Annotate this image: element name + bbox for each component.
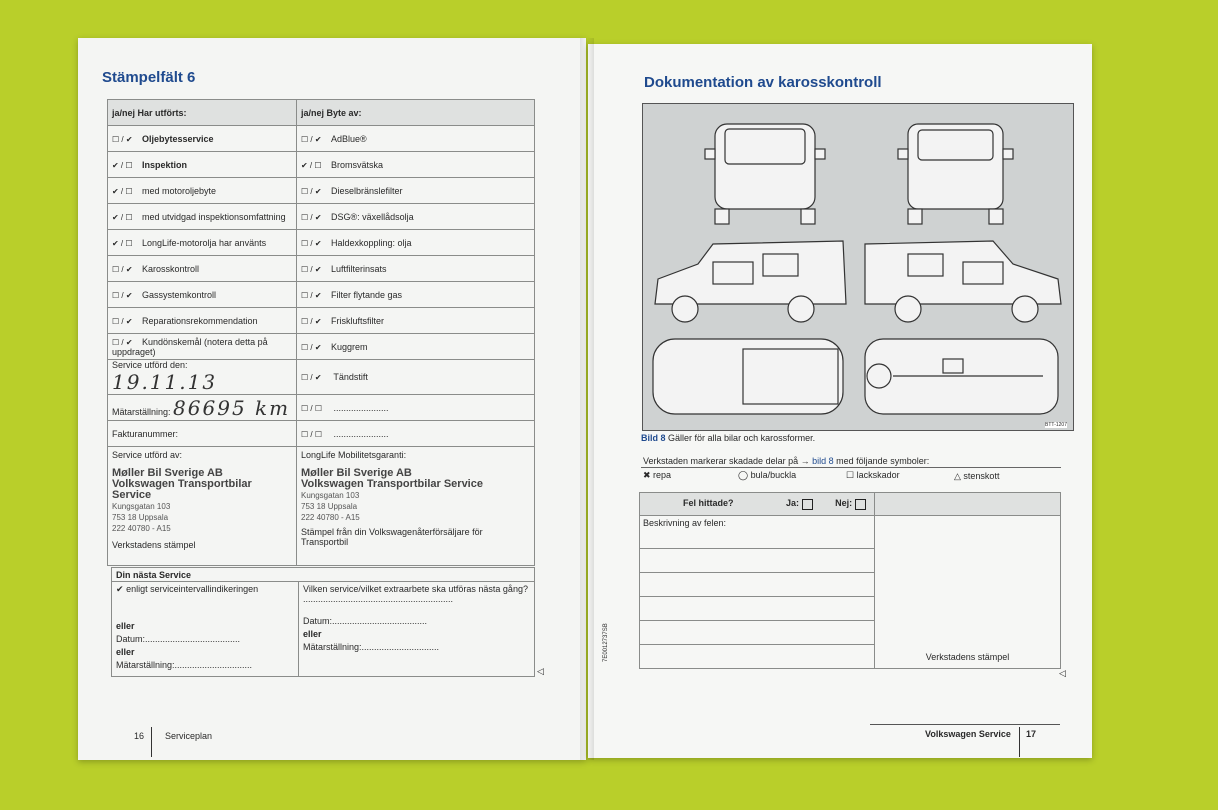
replaced-cell [297, 256, 535, 282]
symbol-dent: ◯ bula/buckla [738, 470, 797, 480]
col-header-performed: ja/nej Har utförts: [108, 100, 297, 126]
page-number-left: 16 [134, 731, 145, 741]
replaced-label: DSG®: växellådsolja [331, 211, 414, 222]
performed-cell [108, 126, 297, 152]
performed-label: med motoroljebyte [142, 185, 217, 196]
replaced-cell [297, 230, 535, 256]
empty-check: ☐ / ☐ [301, 429, 323, 439]
stamp-company: Volkswagen Transportbilar Service [301, 478, 483, 490]
service-date-cell [108, 360, 297, 395]
description-line[interactable] [640, 549, 875, 573]
performed-label: Kundönskemål (notera detta på uppdraget) [112, 336, 268, 357]
figure-caption [641, 433, 815, 443]
symbol-stonechip: △ stenskott [954, 471, 1000, 481]
or-label: eller [116, 647, 135, 657]
replaced-cell [297, 204, 535, 230]
next-question: Vilken service/vilket extraarbete ska utföras nästa gång? [303, 584, 528, 594]
replaced-cell [297, 334, 535, 360]
performed-cell [108, 308, 297, 334]
tandstift-check: ☐ / ✔ [301, 373, 322, 382]
replaced-label: Kuggrem [331, 341, 368, 352]
stamp-name: Møller Bil Sverige AB [301, 467, 412, 479]
replaced-checkbox[interactable]: ✔ / ☐ [301, 160, 322, 170]
replaced-label: Haldexkoppling: olja [331, 237, 412, 248]
mileage-label: Mätarställning: [112, 406, 171, 417]
workshop-stamp-cell [875, 516, 1061, 669]
or-label: eller [116, 621, 135, 631]
performed-checkbox[interactable]: ✔ / ☐ [112, 160, 133, 170]
dealer-stamp [112, 468, 292, 534]
footer-divider [151, 727, 152, 757]
replaced-cell [297, 178, 535, 204]
replaced-checkbox[interactable]: ☐ / ✔ [301, 238, 322, 248]
caption-label: Bild 8 [641, 433, 666, 443]
replaced-cell [297, 282, 535, 308]
longlife-cell [297, 447, 535, 566]
performed-label: Oljebytesservice [142, 133, 214, 144]
page-title-right: Dokumentation av karosskontroll [644, 74, 882, 91]
replaced-label: Friskluftsfilter [331, 315, 385, 326]
mileage-handwritten: 86695 km [173, 395, 291, 420]
stamp-name: Møller Bil Sverige AB [112, 467, 223, 479]
yes-checkbox[interactable] [802, 499, 813, 510]
replaced-checkbox[interactable]: ☐ / ✔ [301, 342, 322, 352]
instruction-text: Verkstaden markerar skadade delar på [643, 456, 799, 466]
performed-checkbox[interactable]: ✔ / ☐ [112, 186, 133, 196]
faults-found-cell [640, 493, 875, 516]
description-label: Beskrivning av felen: [640, 516, 875, 549]
workshop-stamp-label-right: Verkstadens stämpel [925, 652, 1010, 662]
checklist-row [108, 256, 535, 282]
replaced-label: Luftfilterinsats [331, 263, 387, 274]
fault-table [639, 492, 1061, 669]
performed-cell [108, 282, 297, 308]
divider [641, 467, 1061, 468]
mileage-line: Mätarställning:............................... [303, 642, 440, 652]
symbol-paint: ☐ lackskador [846, 470, 900, 480]
performed-label: Karosskontroll [142, 263, 200, 274]
service-stamp-table [107, 99, 535, 566]
service-date-handwritten: 19.11.13 [112, 370, 218, 394]
performed-checkbox[interactable]: ☐ / ✔ [112, 290, 133, 300]
or-label: eller [303, 629, 322, 639]
footer-line [870, 724, 1060, 725]
replaced-label: Filter flytande gas [331, 289, 403, 300]
next-dots: ............................................................ [303, 594, 454, 604]
next-interval: enligt serviceintervallindikeringen [126, 584, 259, 594]
book-spine [580, 38, 594, 760]
performed-label: med utvidgad inspektionsomfattning [142, 211, 286, 222]
dots: ...................... [333, 428, 389, 439]
performed-checkbox[interactable]: ☐ / ✔ [112, 134, 133, 144]
vehicle-diagram [642, 103, 1074, 431]
replaced-label: Dieselbränslefilter [331, 185, 403, 196]
next-service-right [299, 582, 535, 677]
description-line[interactable] [640, 573, 875, 597]
performed-label: Reparationsrekommendation [142, 315, 258, 326]
stamp-city: 753 18 Uppsala [112, 513, 169, 522]
performed-label: LongLife-motorolja har använts [142, 237, 267, 248]
replaced-checkbox[interactable]: ☐ / ✔ [301, 186, 322, 196]
checklist-row [108, 152, 535, 178]
arrow-icon: → [800, 456, 810, 466]
triangle-marker-right: ◁ [1059, 668, 1066, 678]
page-label-left: Serviceplan [165, 731, 213, 741]
yes-label: Ja: [786, 498, 800, 509]
faults-found-label: Fel hittade? [683, 498, 734, 509]
checklist-row [108, 126, 535, 152]
replaced-checkbox[interactable]: ☐ / ✔ [301, 316, 322, 326]
checklist-row [108, 204, 535, 230]
next-service-title: Din nästa Service [112, 568, 535, 582]
checklist-row [108, 178, 535, 204]
performed-cell [108, 256, 297, 282]
service-by-cell [108, 447, 297, 566]
checklist-row [108, 230, 535, 256]
description-line[interactable] [640, 597, 875, 621]
symbol-scratch: ✖ repa [643, 470, 672, 480]
figure-code: BTT-1207 [1045, 422, 1067, 428]
stamp-street: Kungsgatan 103 [112, 502, 171, 511]
stamp-code: 222 40780 - A15 [112, 524, 171, 533]
page-title-left: Stämpelfält 6 [102, 69, 196, 86]
date-line: Datum:...................................... [303, 616, 428, 626]
performed-label: Gassystemkontroll [142, 289, 217, 300]
next-service-left [112, 582, 299, 677]
brand-label: Volkswagen Service [925, 729, 1011, 739]
footer-divider-right [1019, 727, 1020, 757]
performed-cell [108, 178, 297, 204]
checklist-row [108, 308, 535, 334]
service-date-label: Service utförd den: [112, 360, 188, 370]
performed-checkbox[interactable]: ☐ / ✔ [112, 316, 133, 326]
replaced-label: AdBlue® [331, 133, 367, 144]
van-views-illustration [643, 104, 1073, 430]
partner-stamp-label: Stämpel från din Volkswagenåterförsäljare för Transportbil [301, 527, 483, 547]
no-checkbox[interactable] [855, 499, 866, 510]
triangle-marker-left: ◁ [537, 666, 544, 676]
instruction [643, 456, 1063, 466]
tandstift-cell [297, 360, 535, 395]
longlife-label: LongLife Mobilitetsgaranti: [301, 450, 407, 460]
description-line[interactable] [640, 621, 875, 645]
performed-cell [108, 230, 297, 256]
performed-checkbox[interactable]: ✔ / ☐ [112, 212, 133, 222]
replaced-label: Bromsvätska [331, 159, 384, 170]
stamp-street: Kungsgatan 103 [301, 491, 360, 500]
performed-checkbox[interactable]: ✔ / ☐ [112, 238, 133, 248]
replaced-cell [297, 308, 535, 334]
performed-cell [108, 152, 297, 178]
performed-label: Inspektion [142, 159, 188, 170]
mileage-line: Mätarställning:............................... [116, 660, 253, 670]
no-label: Nej: [835, 498, 853, 509]
stamp-city: 753 18 Uppsala [301, 502, 358, 511]
replaced-cell [297, 152, 535, 178]
checklist-row [108, 282, 535, 308]
dealer-stamp-2 [301, 468, 530, 523]
checklist-row [108, 334, 535, 360]
dots: ...................... [333, 402, 389, 413]
stamp-company: Volkswagen Transportbilar Service [112, 478, 252, 501]
invoice-cell: Fakturanummer: [108, 421, 297, 447]
mileage-cell [108, 395, 297, 421]
service-by-label: Service utförd av: [112, 450, 183, 460]
performed-cell [108, 334, 297, 360]
empty-check: ☐ / ☐ [301, 403, 323, 413]
instruction-text-2: med följande symboler: [836, 456, 930, 466]
stamp-code: 222 40780 - A15 [301, 513, 360, 522]
date-line: Datum:...................................... [116, 634, 241, 644]
performed-checkbox[interactable]: ☐ / ✔ [112, 337, 133, 347]
replaced-checkbox[interactable]: ☐ / ✔ [301, 290, 322, 300]
page-number-right: 17 [1026, 729, 1037, 739]
performed-checkbox[interactable]: ☐ / ✔ [112, 264, 133, 274]
replaced-cell [297, 126, 535, 152]
empty-cell-1 [297, 395, 535, 421]
caption-text: Gäller för alla bilar och karossformer. [668, 433, 816, 443]
description-line[interactable] [640, 645, 875, 669]
empty-cell-2 [297, 421, 535, 447]
replaced-checkbox[interactable]: ☐ / ✔ [301, 212, 322, 222]
tandstift-label: Tändstift [333, 372, 368, 382]
figure-link[interactable]: bild 8 [812, 456, 834, 466]
side-code: 7E0012737SB [603, 623, 609, 662]
replaced-checkbox[interactable]: ☐ / ✔ [301, 134, 322, 144]
col-header-replaced: ja/nej Byte av: [297, 100, 535, 126]
workshop-stamp-label: Verkstadens stämpel [112, 540, 196, 550]
header-empty [875, 493, 1061, 516]
replaced-checkbox[interactable]: ☐ / ✔ [301, 264, 322, 274]
performed-cell [108, 204, 297, 230]
next-service-table [111, 567, 535, 677]
next-check: ✔ [116, 584, 124, 594]
